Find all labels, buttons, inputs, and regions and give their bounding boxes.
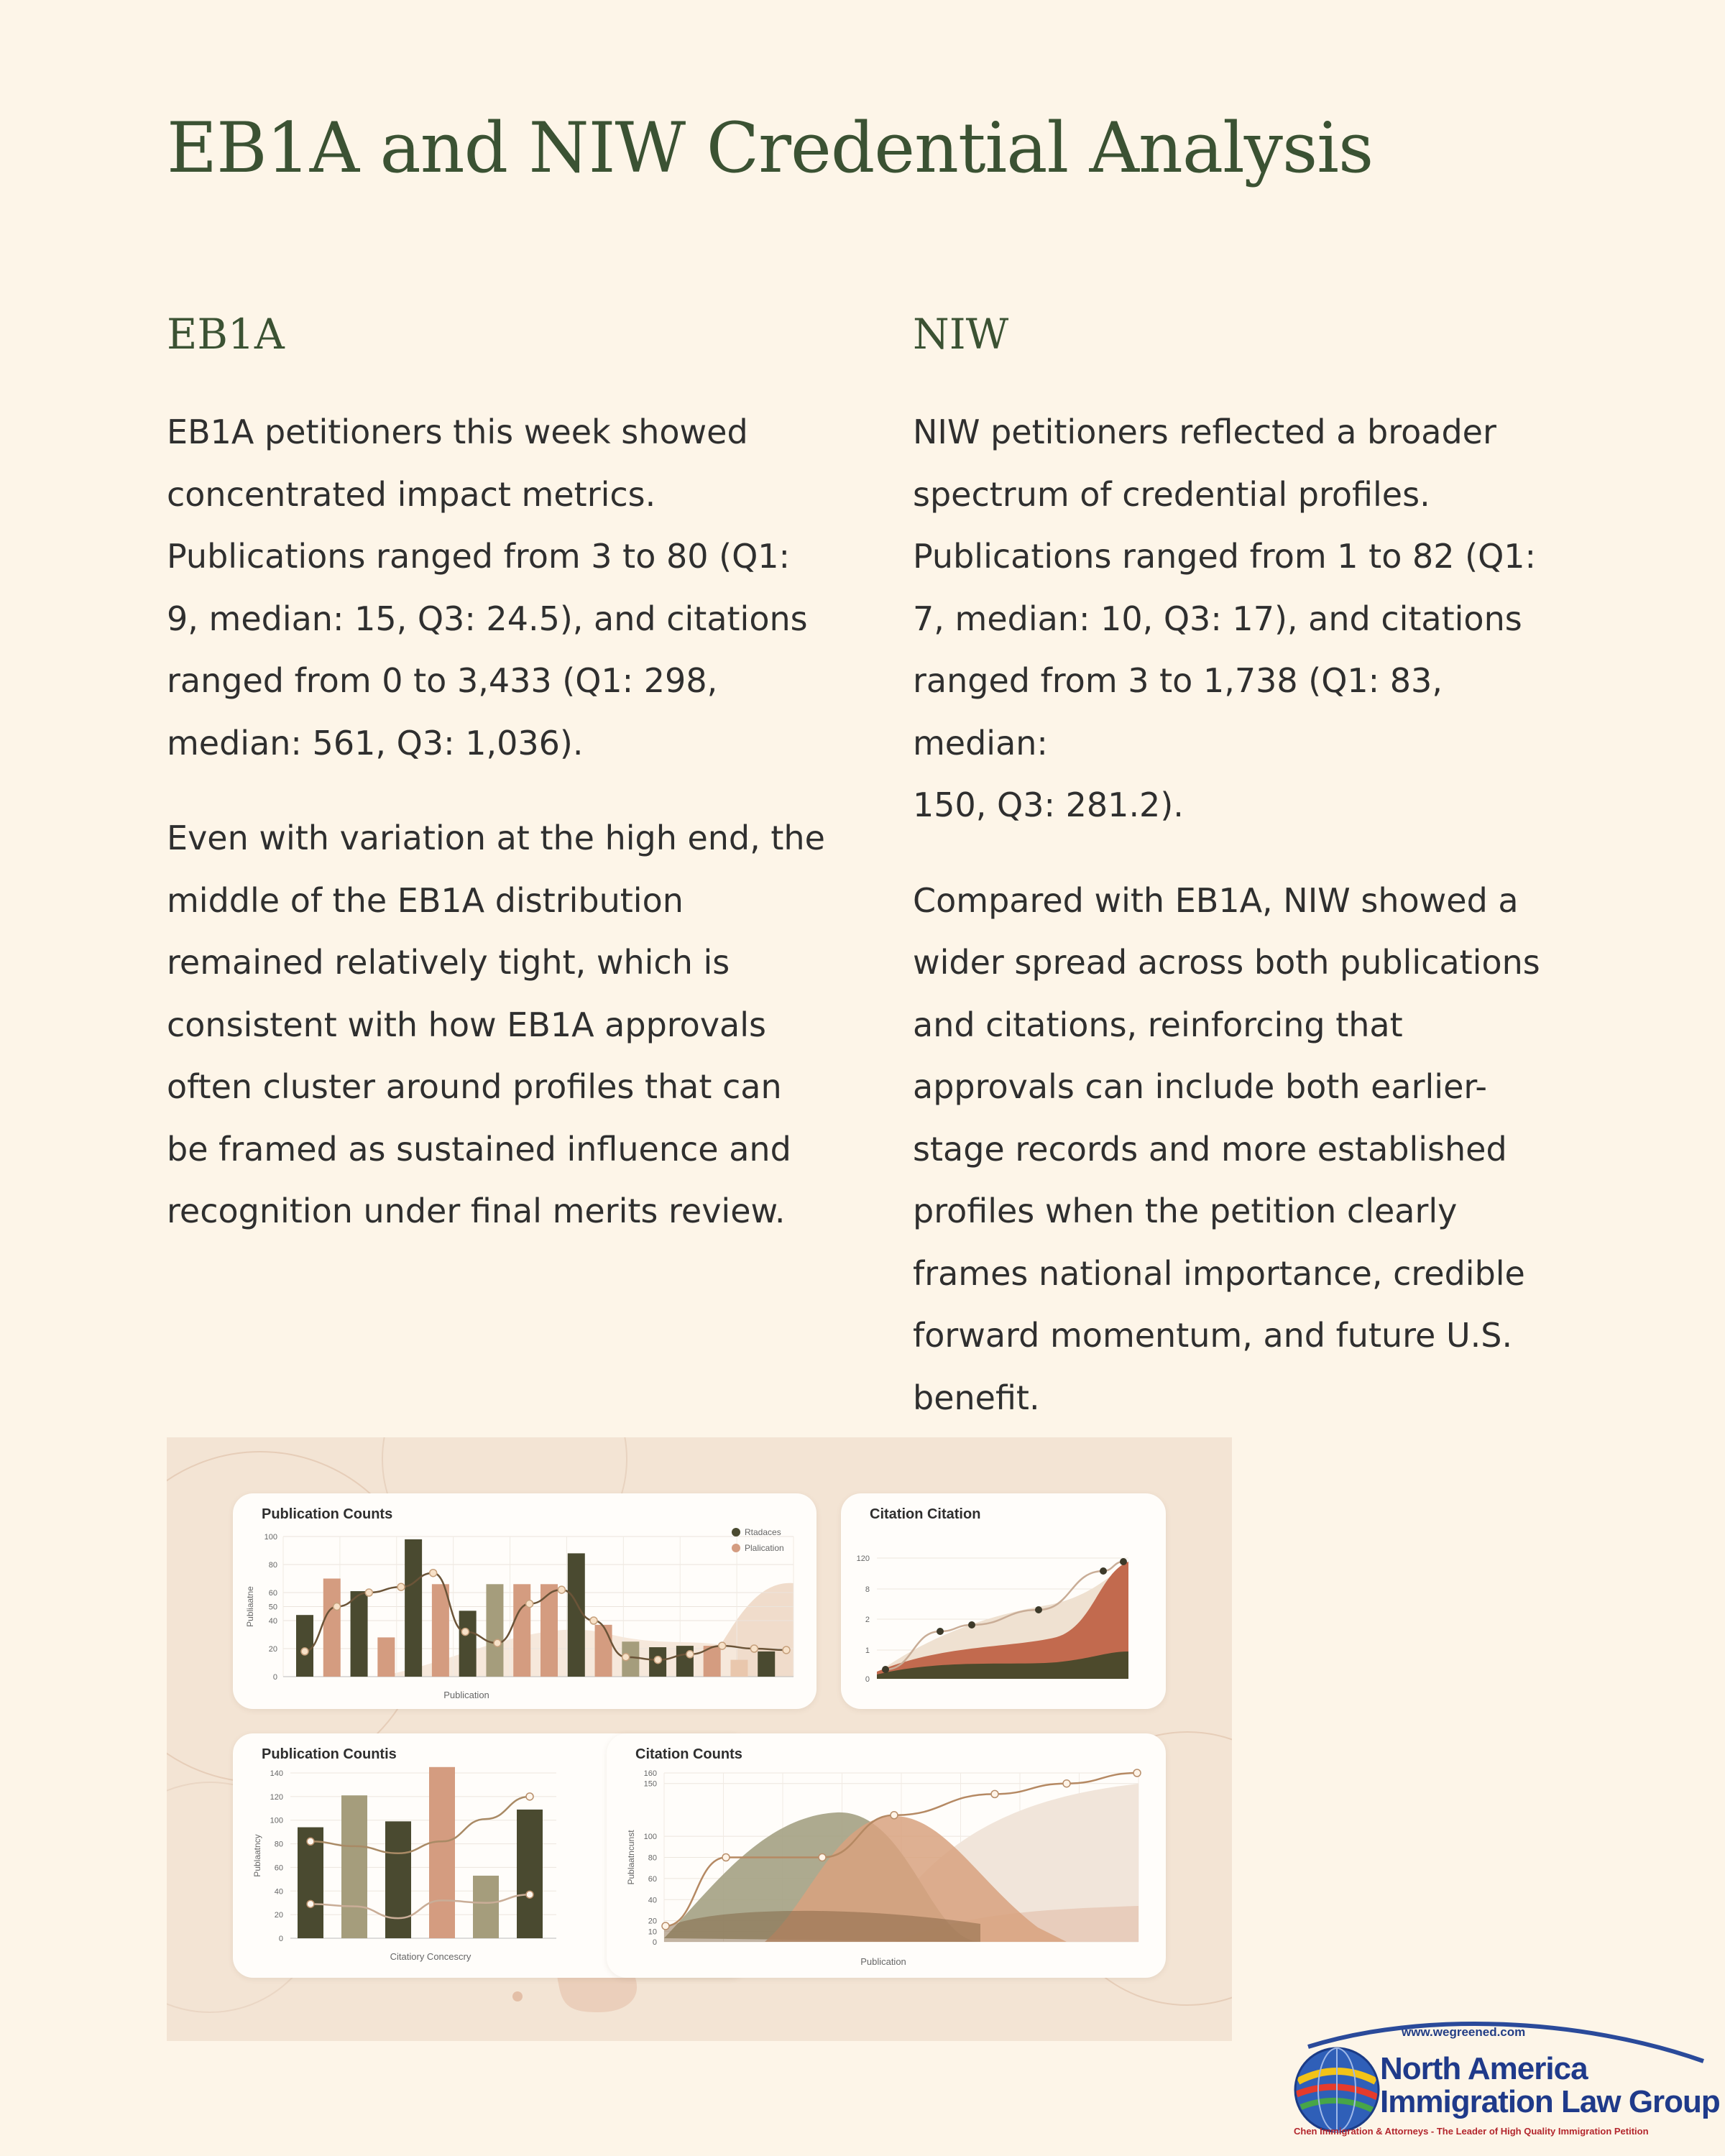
chart1-bar <box>513 1584 530 1677</box>
chart1-legend-label: Rtadaces <box>745 1527 781 1537</box>
page-title: EB1A and NIW Credential Analysis <box>167 108 1374 188</box>
chart1-bar <box>432 1584 449 1677</box>
publication-counts-card <box>233 1493 816 1709</box>
chart3-bar <box>517 1810 543 1938</box>
chart3-bar <box>385 1821 411 1938</box>
chart3-point <box>526 1891 533 1898</box>
chart1-bar <box>595 1625 612 1677</box>
chart4-trend-point <box>662 1922 669 1930</box>
chart4-ytick-label: 0 <box>652 1938 657 1947</box>
chart3-ytick-label: 20 <box>274 1911 283 1920</box>
chart4-trend-point <box>991 1790 998 1797</box>
chart1-trend-point <box>654 1657 661 1664</box>
chart1-bar <box>459 1611 477 1677</box>
chart3-y-axis-label: Publaatncy <box>252 1834 262 1877</box>
chart1-bar <box>377 1637 395 1677</box>
chart1-ytick-label: 0 <box>272 1673 277 1682</box>
eb1a-heading: EB1A <box>167 310 285 359</box>
chart4-ytick-label: 20 <box>648 1917 657 1926</box>
chart3-ytick-label: 140 <box>270 1769 283 1778</box>
chart3-ytick-label: 100 <box>270 1816 283 1825</box>
chart2-ytick-label: 1 <box>865 1646 870 1655</box>
chart4-x-axis-label: Publication <box>860 1956 906 1967</box>
chart4-ytick-label: 150 <box>643 1779 657 1789</box>
chart1-trend-point <box>719 1642 726 1649</box>
chart4-trend-point <box>722 1854 730 1861</box>
chart2-trend-point <box>937 1628 944 1635</box>
chart3-ytick-label: 80 <box>274 1840 283 1849</box>
citation-citation-chart <box>841 1493 1166 1709</box>
chart1-trend-point <box>461 1628 469 1636</box>
chart2-trend-point <box>1035 1606 1042 1613</box>
chart1-trend-point <box>590 1617 597 1624</box>
chart4-y-axis-label: Publaatncunst <box>626 1830 636 1885</box>
chart1-legend-label: Plalication <box>745 1543 784 1553</box>
chart2-trend-point <box>968 1621 975 1628</box>
chart3-point <box>526 1793 533 1800</box>
chart3-title: Publication Countis <box>262 1746 397 1762</box>
company-logo <box>1279 2018 1720 2147</box>
chart1-ytick-label: 50 <box>268 1603 277 1612</box>
chart1-ytick-label: 60 <box>268 1589 277 1598</box>
chart2-trend-point <box>1120 1558 1127 1565</box>
chart1-trend-point <box>397 1583 405 1590</box>
chart1-trend-point <box>783 1646 790 1654</box>
eb1a-paragraph-1: EB1A petitioners this week showed concentrated impact metrics. Publications ranged from 3 to 80 (Q1: 9, median: 15, Q3: 24.5), and citations ranged from 0 to 3,433 (Q1: 298, median: 561, Q3: 1,036). <box>167 413 808 763</box>
chart4-title: Citation Counts <box>635 1746 742 1762</box>
chart2-ytick-label: 8 <box>865 1585 870 1594</box>
chart1-bar <box>351 1591 368 1677</box>
chart4-ytick-label: 100 <box>643 1833 657 1842</box>
chart1-x-axis-label: Publication <box>443 1690 489 1700</box>
logo-name-line1: North America <box>1380 2051 1588 2086</box>
chart2-ytick-label: 120 <box>856 1554 870 1563</box>
chart3-bar <box>473 1876 499 1938</box>
chart4-ytick-label: 80 <box>648 1853 657 1863</box>
citation-citation-card <box>841 1493 1166 1709</box>
chart1-trend-point <box>558 1586 565 1593</box>
chart3-point <box>307 1838 314 1845</box>
chart1-bar <box>486 1584 503 1677</box>
chart1-trend-point <box>365 1589 372 1596</box>
chart4-ytick-label: 40 <box>648 1896 657 1905</box>
chart1-ytick-label: 40 <box>268 1617 277 1626</box>
chart3-ytick-label: 0 <box>278 1935 283 1943</box>
chart4-ytick-label: 60 <box>648 1874 657 1884</box>
chart4-trend-point <box>819 1854 826 1861</box>
chart-illustration <box>167 1437 1232 2041</box>
niw-section <box>913 302 1574 1462</box>
citation-counts-chart <box>607 1733 1166 1978</box>
chart2-ytick-label: 2 <box>865 1616 870 1624</box>
chart1-bar <box>568 1553 585 1677</box>
chart1-legend-swatch <box>732 1528 740 1537</box>
niw-paragraph-1: NIW petitioners reflected a broader spectrum of credential profiles. Publications ranged from 1 to 82 (Q1: 7, median: 10, Q3: 17), and citations ranged from 3 to 1,738 (Q1: 83, median: 150, Q3: 281.2). <box>913 413 1537 824</box>
chart1-legend-swatch <box>732 1544 740 1552</box>
chart3-point <box>307 1900 314 1907</box>
chart3-bar <box>429 1767 455 1938</box>
chart1-trend-point <box>750 1645 758 1652</box>
chart4-trend-point <box>1063 1780 1070 1787</box>
chart3-ytick-label: 120 <box>270 1792 283 1802</box>
chart3-ytick-label: 60 <box>274 1864 283 1873</box>
chart1-trend-point <box>430 1570 437 1577</box>
chart2-ytick-label: 0 <box>865 1675 870 1684</box>
chart4-ytick-label: 160 <box>643 1769 657 1778</box>
chart3-ytick-label: 40 <box>274 1887 283 1897</box>
niw-paragraph-2: Compared with EB1A, NIW showed a wider spread across both publications and citations, reinforcing that approvals can include both earlier- stage records and more established profiles when the petition clearly frames national importance, credible forward momentum, and future U.S. benefit. <box>913 880 1540 1417</box>
chart1-ytick-label: 100 <box>264 1533 277 1542</box>
chart3-bar <box>341 1795 367 1938</box>
chart1-bar <box>296 1615 313 1677</box>
logo-url: www.wegreened.com <box>1402 2025 1526 2039</box>
chart1-trend-point <box>686 1651 694 1658</box>
chart1-trend-point <box>526 1600 533 1608</box>
chart1-y-axis-label: Publiaatne <box>245 1586 255 1627</box>
chart2-trend-point <box>1100 1567 1107 1575</box>
chart4-trend-point <box>1133 1769 1141 1777</box>
eb1a-paragraph-2: Even with variation at the high end, the middle of the EB1A distribution remained relatively tight, which is consistent with how EB1A approvals often cluster around profiles that can be framed as sustained influence and recognition under final merits review. <box>167 819 825 1230</box>
chart1-ytick-label: 20 <box>268 1645 277 1654</box>
publication-counts-chart <box>233 1493 816 1709</box>
chart1-trend-point <box>301 1648 308 1655</box>
chart2-trend-point <box>882 1666 889 1673</box>
chart1-ytick-label: 80 <box>268 1561 277 1570</box>
chart1-bar <box>758 1651 775 1677</box>
chart4-ytick-label: 10 <box>648 1927 657 1937</box>
chart3-x-axis-label: Citatiory Concescry <box>390 1951 472 1962</box>
chart1-trend-point <box>494 1639 501 1646</box>
chart1-trend-point <box>334 1603 341 1611</box>
citation-counts-card <box>607 1733 1166 1978</box>
chart1-bar <box>323 1579 341 1677</box>
chart1-bar <box>405 1539 422 1677</box>
chart1-bar <box>730 1660 748 1677</box>
logo-tagline: Chen Immigration & Attorneys - The Leader of High Quality Immigration Petition <box>1294 2126 1649 2137</box>
chart1-trend-point <box>622 1654 630 1661</box>
chart2-title: Citation Citation <box>870 1506 981 1522</box>
chart4-trend-point <box>891 1812 898 1819</box>
chart1-title: Publication Counts <box>262 1506 393 1522</box>
logo-name-line2: Immigration Law Group <box>1380 2084 1720 2119</box>
niw-heading: NIW <box>913 310 1009 359</box>
eb1a-section <box>167 302 828 1276</box>
